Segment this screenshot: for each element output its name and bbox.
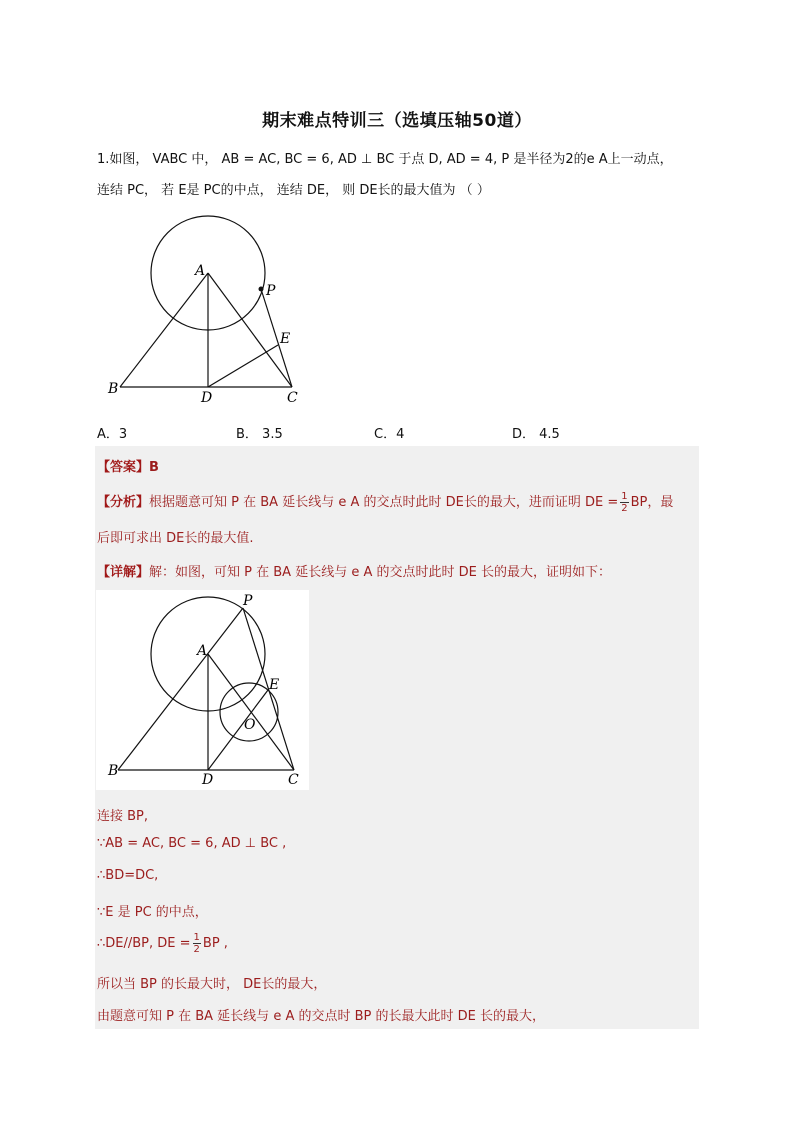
label-d-2: D bbox=[202, 772, 214, 788]
detail-frac-num: 1 bbox=[193, 932, 200, 943]
segment-de bbox=[208, 345, 278, 387]
detail-step-4: ∵E 是 PC 的中点， bbox=[97, 905, 208, 920]
label-p-2: P bbox=[243, 593, 253, 609]
option-c: C．4 bbox=[374, 427, 405, 442]
detail-tag: 【详解】 bbox=[97, 565, 150, 580]
analysis-fraction bbox=[620, 491, 628, 514]
detail-step-5-fraction bbox=[193, 932, 201, 955]
question-line-2: 连结 PC， 若 E是 PC的中点， 连结 DE， 则 DE长的最大值为 （ ） bbox=[97, 183, 490, 198]
answer-line bbox=[97, 456, 159, 475]
label-e-2: E bbox=[269, 677, 280, 693]
detail-line-intro bbox=[97, 561, 611, 580]
page-title: 期末难点特训三（选填压轴50道） bbox=[262, 111, 532, 131]
label-b: B bbox=[108, 381, 119, 397]
question-line-1: 1.如图， VABC 中， AB = AC, BC = 6, AD ⊥ BC 于点 D, AD = 4, P 是半径为2的e A上一动点， bbox=[97, 152, 673, 167]
detail-frac-den: 2 bbox=[193, 944, 200, 955]
detail-step-6: 所以当 BP 的长最大时， DE长的最大， bbox=[97, 977, 327, 992]
detail-step-2: ∵AB = AC, BC = 6, AD ⊥ BC , bbox=[97, 836, 287, 851]
analysis-line-1 bbox=[97, 491, 673, 514]
label-p: P bbox=[266, 283, 276, 299]
detail-step-5-end: BP , bbox=[202, 936, 228, 951]
detail-step-5 bbox=[97, 932, 228, 955]
answer-tag: 【答案】 bbox=[97, 460, 150, 475]
label-a: A bbox=[195, 263, 206, 279]
option-d: D． 4.5 bbox=[512, 427, 560, 442]
analysis-frac-num: 1 bbox=[621, 491, 628, 502]
label-e: E bbox=[280, 331, 291, 347]
segment-ab bbox=[120, 273, 208, 387]
label-d: D bbox=[201, 390, 213, 406]
analysis-text-1-end: BP，最 bbox=[630, 495, 674, 510]
figure-2-diagram bbox=[96, 590, 309, 790]
label-c-2: C bbox=[288, 772, 299, 788]
label-o-2: O bbox=[244, 717, 256, 733]
option-a: A．3 bbox=[97, 427, 128, 442]
option-b: B． 3.5 bbox=[236, 427, 283, 442]
detail-step-1: 连接 BP, bbox=[97, 809, 149, 824]
analysis-text-1: 根据题意可知 P 在 BA 延长线与 e A 的交点时此时 DE长的最大，进而证明 DE = bbox=[149, 495, 619, 510]
analysis-frac-den: 2 bbox=[621, 503, 628, 514]
label-b-2: B bbox=[108, 763, 119, 779]
figure-1-diagram bbox=[100, 205, 320, 410]
point-p-dot bbox=[259, 287, 264, 292]
detail-step-5-text: ∴DE//BP, DE = bbox=[97, 936, 191, 951]
detail-intro-text: 解：如图，可知 P 在 BA 延长线与 e A 的交点时此时 DE 长的最大，证明如下： bbox=[149, 565, 611, 580]
answer-value: B bbox=[149, 460, 159, 475]
analysis-tag: 【分析】 bbox=[97, 495, 150, 510]
detail-step-7: 由题意可知 P 在 BA 延长线与 e A 的交点时 BP 的长最大此时 DE 长的最大， bbox=[97, 1009, 545, 1024]
label-c: C bbox=[287, 390, 298, 406]
analysis-line-2: 后即可求出 DE长的最大值. bbox=[97, 531, 254, 546]
segment-ac bbox=[208, 273, 292, 387]
label-a-2: A bbox=[197, 643, 208, 659]
detail-step-3: ∴BD=DC, bbox=[97, 868, 159, 883]
